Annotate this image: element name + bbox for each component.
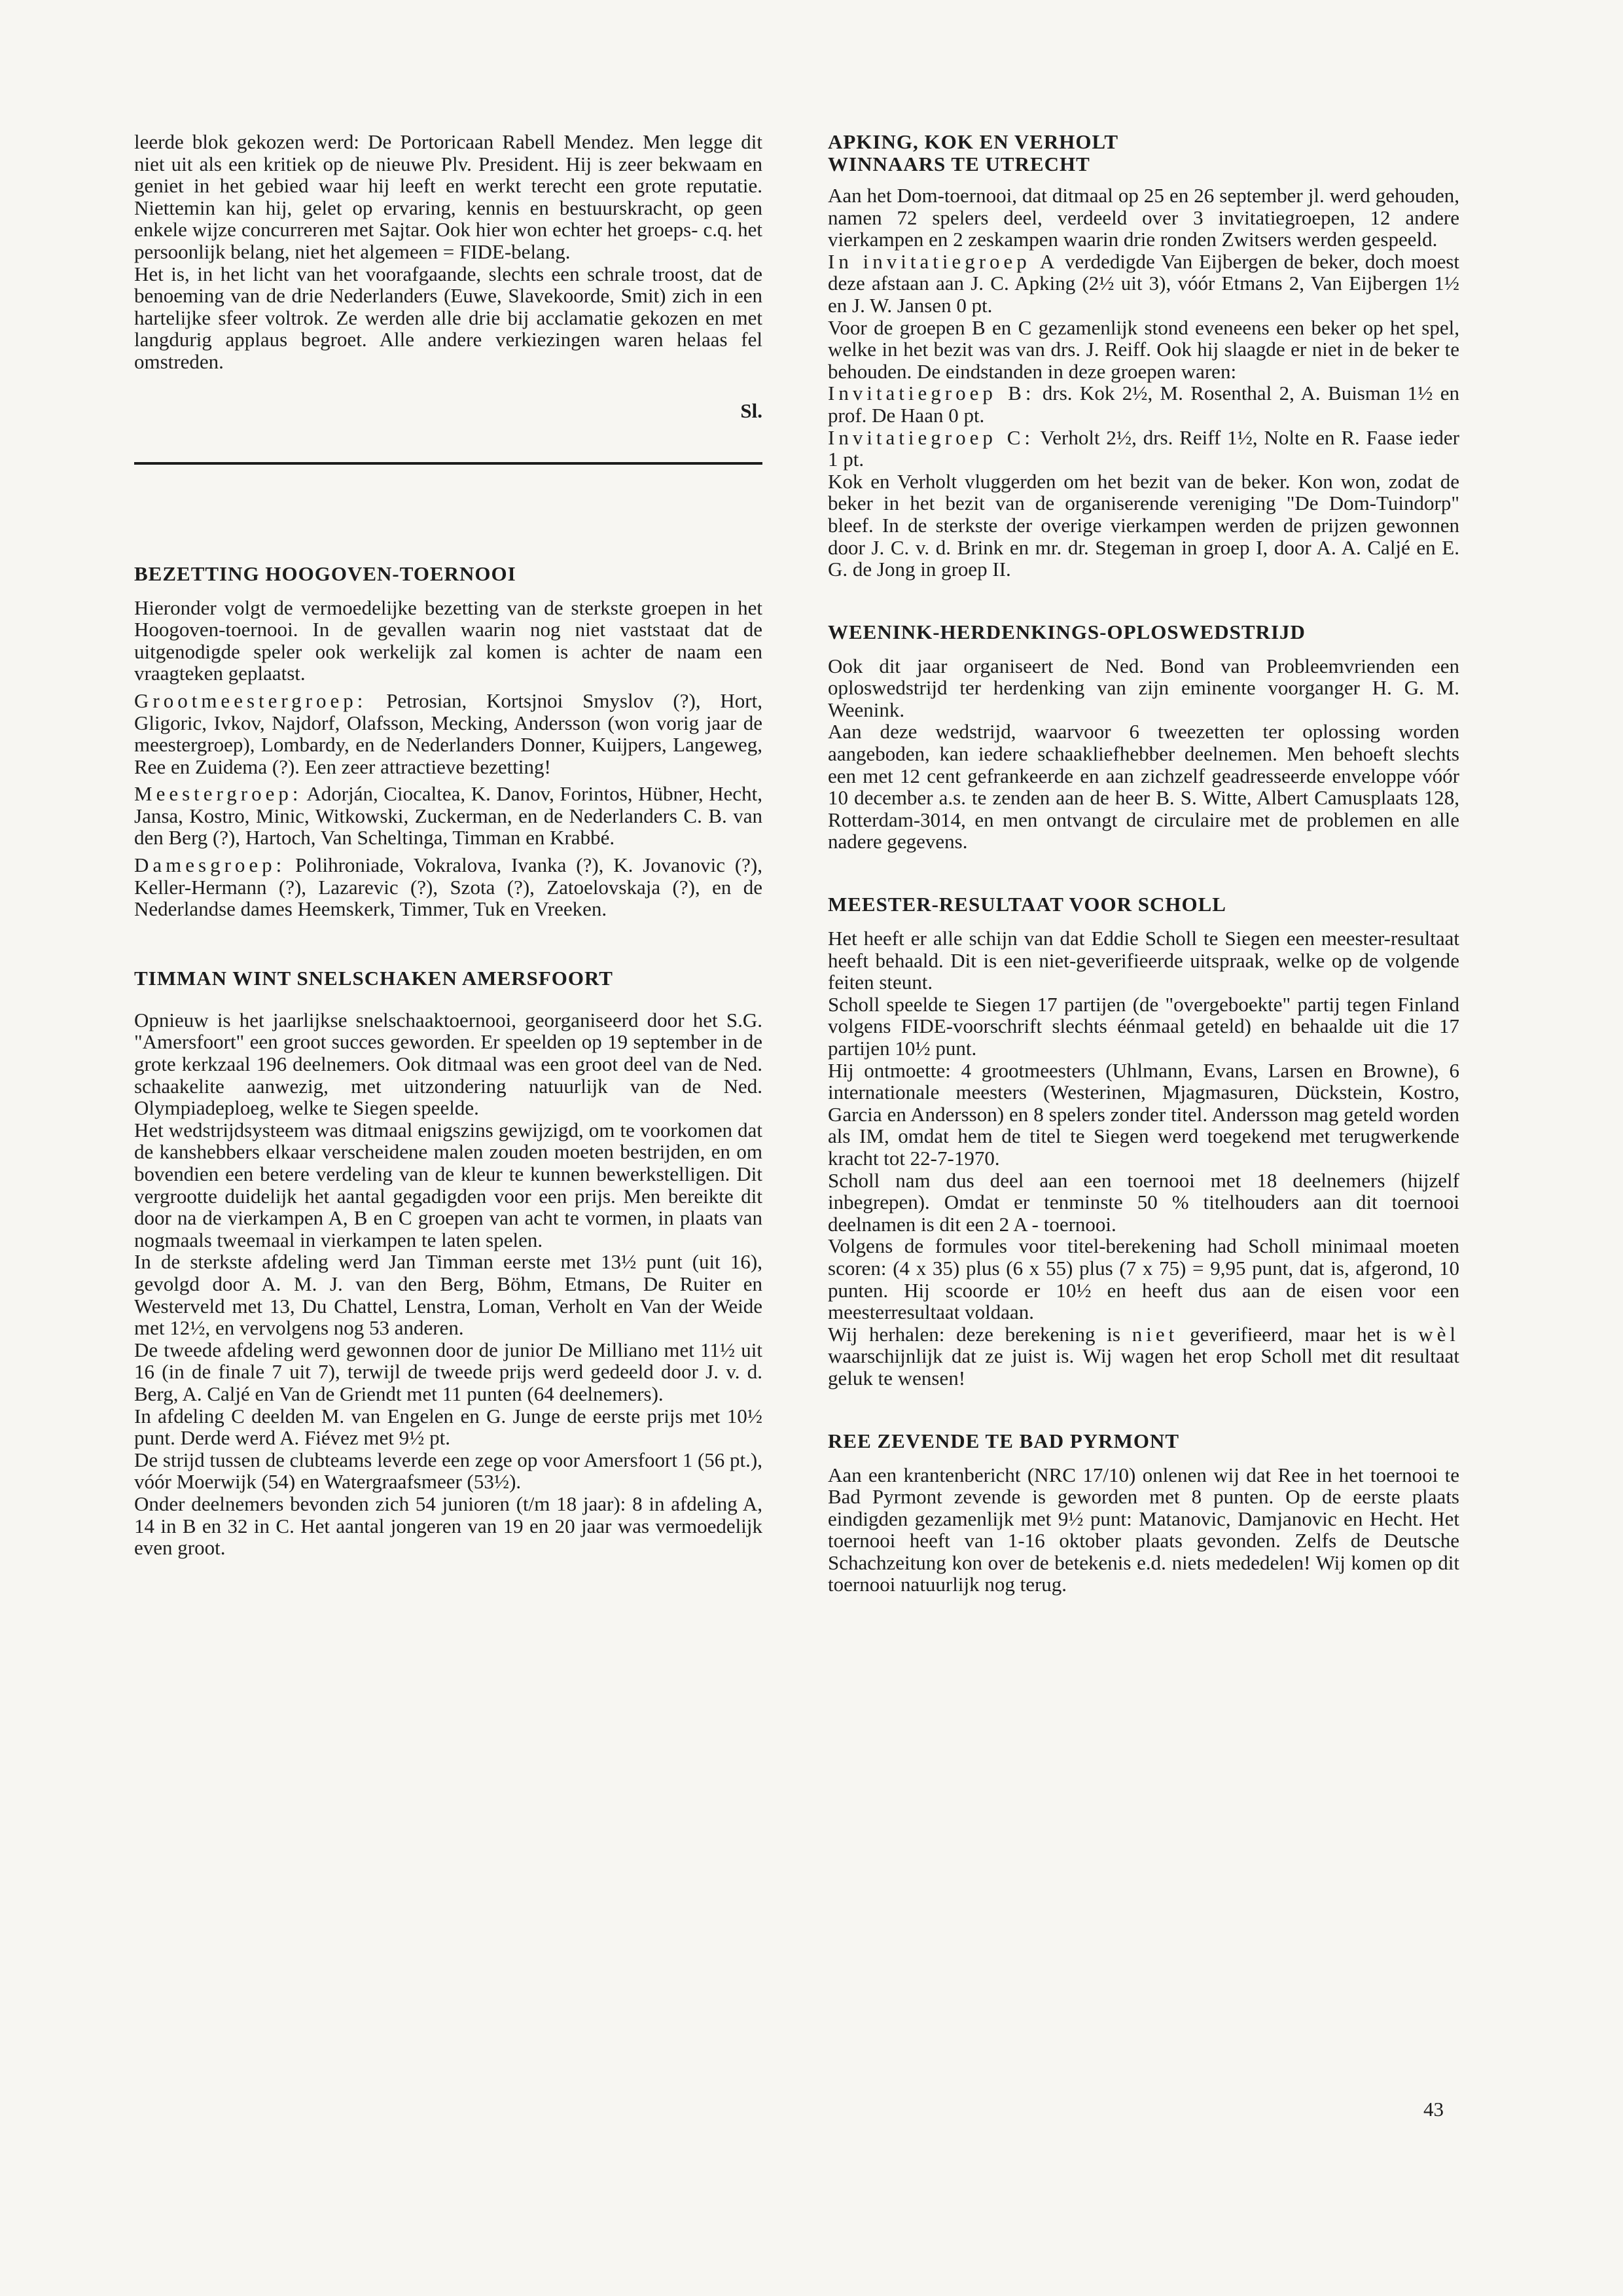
article-title: BEZETTING HOOGOVEN-TOERNOOI [134, 562, 516, 585]
article-weenink [828, 621, 1459, 853]
emphasis: wèl [1418, 1322, 1460, 1346]
article-paragraph: Kok en Verholt vluggerden om het bezit van de beker. Kon won, zodat de beker in het bezit van de organiserende vereniging "De Dom-Tuindorp" bleef. In de sterkste der overige vierkampen werden de prijzen gewonnen door J. C. v. d. Brink en mr. dr. Stegeman in groep I, door A. A. Caljé en E. G. de Jong in groep II. [828, 469, 1459, 581]
article-paragraph: In afdeling C deelden M. van Engelen en G. Junge de eerste prijs met 10½ punt. Derde werd A. Fiévez met 9½ pt. [134, 1404, 762, 1450]
article-paragraph: Aan deze wedstrijd, waarvoor 6 tweezetten ter oplossing worden aangeboden, kan iedere schaakliefhebber deelnemen. Men behoeft slechts een met 12 cent gefrankeerde en aan zichzelf geadresseerde enveloppe vóór 10 december a.s. te zenden aan de heer B. S. Witte, Albert Camusplaats 128, Rotterdam-3014, en men ontvangt de circulaire met de problemen en alle nadere gegevens. [828, 720, 1459, 853]
text-run: Wij herhalen: deze berekening is [828, 1322, 1120, 1346]
article-apking [828, 131, 1459, 581]
article-title: WEENINK-HERDENKINGS-OPLOSWEDSTRIJD [828, 620, 1306, 643]
group-paragraph [134, 690, 762, 778]
article-timman [134, 967, 762, 1559]
emphasis: niet [1132, 1322, 1179, 1346]
article-paragraph: Ook dit jaar organiseert de Ned. Bond van Probleemvrienden een oploswedstrijd ter herdenking van zijn eminente voorganger H. G. M. Weenink. [828, 654, 1459, 721]
page-number: 43 [1423, 2098, 1444, 2121]
group-text: Verholt 2½, drs. Reiff 1½, Nolte en R. Faase ieder 1 pt. [828, 425, 1459, 471]
text-run: waarschijnlijk dat ze juist is. Wij wagen het erop Scholl met dit resultaat geluk te wensen! [828, 1344, 1459, 1390]
intro-paragraph: Het is, in het licht van het voorafgaande, slechts een schrale troost, dat de benoeming van de drie Nederlanders (Euwe, Slavekoorde, Smit) zich in een hartelijke sfeer voltrok. Ze werden alle drie bij acclamatie gekozen en met langdurig applaus begroet. Alle andere verkiezingen waren helaas fel omstreden. [134, 262, 762, 373]
group-text: drs. Kok 2½, M. Rosenthal 2, A. Buisman 1½ en prof. De Haan 0 pt. [828, 382, 1459, 427]
intro-paragraph: leerde blok gekozen werd: De Portoricaan Rabell Mendez. Men legge dit niet uit als een kritiek op de nieuwe Plv. President. Hij is zeer bekwaam en geniet in het gebied waar hij leeft en werkt terecht een grote reputatie. Niettemin kan hij, gelet op ervaring, kennis en bestuurskracht, op geen enkele wijze concurreren met Sajtar. Ook hier won echter het groeps- c.q. het persoonlijk belang, niet het algemeen = FIDE-belang. [134, 130, 762, 263]
group-text: Petrosian, Kortsjnoi Smyslov (?), Hort, Gligoric, Ivkov, Najdorf, Olafsson, Mecking, Andersson (won vorig jaar de meestergroep), Lombardy, en de Nederlanders Donner, Kuijpers, Langeweg, Ree en Zuidema (?). Een zeer attractieve bezetting! [134, 689, 762, 778]
group-label: Invitatiegroep C: [828, 425, 1035, 449]
article-paragraph: Het heeft er alle schijn van dat Eddie Scholl te Siegen een meester-resultaat heeft behaald. Dit is een niet-geverifieerde uitspraak, welke op de volgende feiten steunt. [828, 927, 1459, 994]
section-divider [134, 462, 762, 465]
article-ree [828, 1430, 1459, 1596]
article-paragraph: Aan een krantenbericht (NRC 17/10) onlenen wij dat Ree in het toernooi te Bad Pyrmont zevende is geworden met 8 punten. Op de eerste plaats eindigden gezamenlijk met 9½ punt: Matanovic, Damjanovic en Hecht. Het toernooi heeft van 1-16 oktober plaats gevonden. Zelfs de Deutsche Schachzeitung kon over de betekenis e.d. niets mededelen! Wij komen op dit toernooi natuurlijk nog terug. [828, 1463, 1459, 1596]
article-title: MEESTER-RESULTAAT VOOR SCHOLL [828, 893, 1226, 916]
article-paragraph: Het wedstrijdsysteem was ditmaal enigszins gewijzigd, om te voorkomen dat de kanshebbers elkaar verscheidene malen zouden moeten bestrijden, en om bovendien een betere verdeling van de kleur te kunnen bewerkstelligen. Dit vergrootte duidelijk het aantal gegadigden voor een prijs. Men bereikte dit door na de vierkampen A, B en C groepen van acht te vormen, in plaats van nogmaals tweemaal in vierkampen te laten spelen. [134, 1118, 762, 1251]
group-label: Damesgroep: [134, 853, 286, 877]
article-paragraph: De tweede afdeling werd gewonnen door de junior De Milliano met 11½ uit 16 (in de finale 7 uit 7), terwijl de tweede prijs werd gedeeld door J. v. d. Berg, A. Caljé en Van de Griendt met 11 punten (64 deelnemers). [134, 1338, 762, 1405]
article-title [828, 131, 1459, 175]
right-column [828, 131, 1459, 1596]
group-text: verdedigde Van Eijbergen de beker, doch moest deze afstaan aan J. C. Apking (2½ uit 3), vóór Etmans 2, Van Eijbergen 1½ en J. W. Jansen 0 pt. [828, 249, 1460, 317]
article-paragraph: De strijd tussen de clubteams leverde een zege op voor Amersfoort 1 (56 pt.), vóór Moerwijk (54) en Watergraafsmeer (53½). [134, 1448, 762, 1494]
group-paragraph [134, 783, 762, 849]
article-paragraph: Scholl speelde te Siegen 17 partijen (de "overgeboekte" partij tegen Finland volgens FIDE-voorschrift slechts éénmaal geteld) en behaalde uit die 17 partijen 10½ punt. [828, 992, 1459, 1060]
text-run: geverifieerd, maar het is [1190, 1322, 1407, 1346]
article-paragraph [828, 251, 1459, 317]
group-label: Grootmeestergroep: [134, 689, 367, 712]
article-title: REE ZEVENDE TE BAD PYRMONT [828, 1429, 1180, 1452]
article-paragraph: Aan het Dom-toernooi, dat ditmaal op 25 en 26 september jl. werd gehouden, namen 72 spelers deel, verdeeld over 3 invitatiegroepen, 12 andere vierkampen en 2 zeskampen waarin drie ronden Zwitsers werden gespeeld. [828, 184, 1459, 251]
article-paragraph [828, 382, 1459, 426]
author-signature: Sl. [740, 399, 762, 422]
group-label: In invitatiegroep A [828, 249, 1059, 273]
group-text: Adorján, Ciocaltea, K. Danov, Forintos, Hübner, Hecht, Jansa, Kostro, Minic, Witkowski, Zuckerman, en de Nederlanders C. B. van den Berg (?), Hartoch, Van Scheltinga, Timman en Krabbé. [134, 782, 762, 850]
article-paragraph: Volgens de formules voor titel-berekening had Scholl minimaal moeten scoren: (4 x 35) plus (6 x 55) plus (7 x 75) = 9,95 punt, dat is, afgerond, 10 punten. Hij scoorde er 10½ en heeft dus aan de eisen voor een meesterresultaat voldaan. [828, 1234, 1459, 1324]
article-bezetting [134, 563, 762, 920]
article-paragraph: Voor de groepen B en C gezamenlijk stond eveneens een beker op het spel, welke in het bezit was van drs. J. Reiff. Ook hij slaagde er niet in de beker te behouden. De eindstanden in deze groepen waren: [828, 315, 1459, 383]
title-line: APKING, KOK EN VERHOLT [828, 130, 1119, 153]
group-text: Polihroniade, Vokralova, Ivanka (?), K. Jovanovic (?), Keller-Hermann (?), Lazarevic (?), Szota (?), Zatoelovskaja (?), en de Nederlandse dames Heemskerk, Timmer, Tuk en Vreeken. [134, 853, 762, 921]
article-paragraph [828, 1323, 1459, 1390]
article-paragraph: In de sterkste afdeling werd Jan Timman eerste met 13½ punt (uit 16), gevolgd door A. M. J. van den Berg, Böhm, Etmans, De Ruiter en Westerveld met 13, Du Chattel, Lenstra, Loman, Verholt en Van der Weide met 12½, en vervolgens nog 53 anderen. [134, 1250, 762, 1340]
article-title: TIMMAN WINT SNELSCHAKEN AMERSFOORT [134, 966, 613, 990]
article-paragraph: Hij ontmoette: 4 grootmeesters (Uhlmann, Evans, Larsen en Browne), 6 internationale meesters (Westerinen, Mjagmasuren, Dückstein, Kostro, Garcia en Andersson) en 8 spelers zonder titel. Andersson mag geteld worden als IM, omdat hem de titel te Siegen werd toegekend met terugwerkende kracht tot 22-7-1970. [828, 1058, 1459, 1170]
title-line: WINNAARS TE UTRECHT [828, 152, 1090, 175]
article-paragraph: Opnieuw is het jaarlijkse snelschaaktoernooi, georganiseerd door het S.G. "Amersfoort" een groot succes geworden. Er speelden op 19 september in de grote kerkzaal 196 deelnemers. Ook ditmaal was een groot deel van de Ned. schaakelite aanwezig, met uitzondering natuurlijk van de Ned. Olympiadeploeg, welke te Siegen speelde. [134, 1008, 762, 1120]
article-paragraph: Onder deelnemers bevonden zich 54 junioren (t/m 18 jaar): 8 in afdeling A, 14 in B en 32 in C. Het aantal jongeren van 19 en 20 jaar was vermoedelijk even groot. [134, 1492, 762, 1560]
article-paragraph: Scholl nam dus deel aan een toernooi met 18 deelnemers (hijzelf inbegrepen). Omdat er tenminste 50 % titelhouders aan dit toernooi deelnamen is dit een 2 A - toernooi. [828, 1168, 1459, 1236]
article-paragraph: Hieronder volgt de vermoedelijke bezetting van de sterkste groepen in het Hoogoven-toernooi. In de gevallen waarin nog niet vaststaat dat de uitgenodigde speler ook werkelijk zal komen is achter de naam een vraagteken geplaatst. [134, 596, 762, 685]
left-column [134, 131, 762, 1559]
group-paragraph [134, 854, 762, 920]
group-label: Meestergroep: [134, 782, 302, 806]
article-scholl [828, 893, 1459, 1389]
article-paragraph [828, 427, 1459, 471]
group-label: Invitatiegroep B: [828, 382, 1035, 405]
